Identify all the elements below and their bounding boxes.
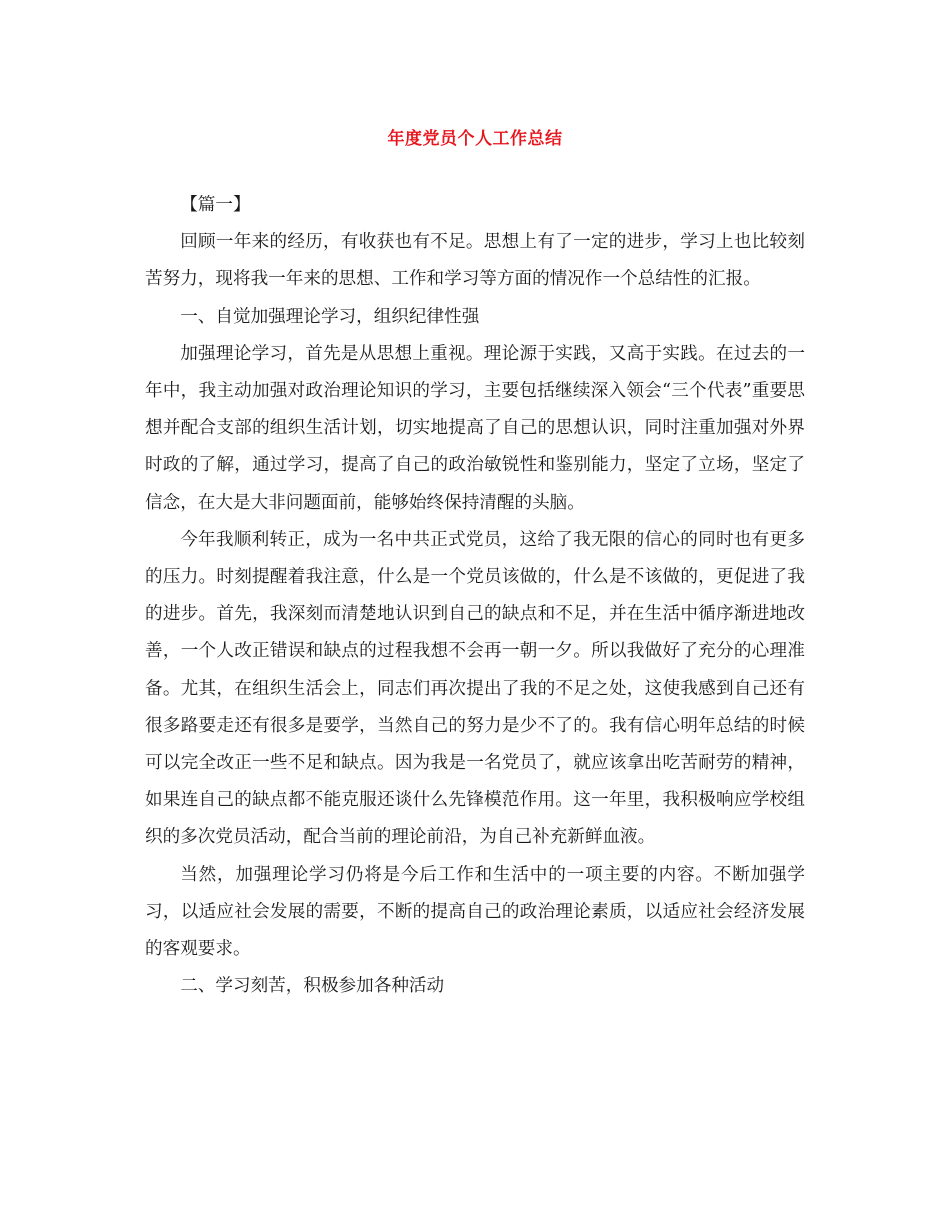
section-heading-1: 一、自觉加强理论学习，组织纪律性强 [180, 306, 480, 327]
document-title: 年度党员个人工作总结 [387, 129, 563, 149]
section-heading-2: 二、学习刻苦，积极参加各种活动 [180, 976, 445, 997]
section-label: 【篇一】 [180, 195, 251, 215]
document-body [145, 187, 805, 1005]
body-paragraph: 今年我顺利转正，成为一名中共正式党员，这给了我无限的信心的同时也有更多的压力。时刻提醒着我注意，什么是一个党员该做的，什么是不该做的，更促进了我的进步。首先，我深刻而清楚地认识到自己的缺点和不足，并在生活中循序渐进地改善，一个人改正错误和缺点的过程我想不会再一朝一夕。所以我做好了充分的心理准备。尤其，在组织生活会上，同志们再次提出了我的不足之处，这使我感到自己还有很多路要走还有很多是要学，当然自己的努力是少不了的。我有信心明年总结的时候可以完全改正一些不足和缺点。因为我是一名党员了，就应该拿出吃苦耐劳的精神，如果连自己的缺点都不能克服还谈什么先锋模范作用。这一年里，我积极响应学校组织的多次党员活动，配合当前的理论前沿，为自己补充新鲜血液。 [145, 529, 805, 848]
body-paragraph: 加强理论学习，首先是从思想上重视。理论源于实践，又高于实践。在过去的一年中，我主动加强对政治理论知识的学习，主要包括继续深入领会“三个代表”重要思想并配合支部的组织生活计划，切实地提高了自己的思想认识，同时注重加强对外界时政的了解，通过学习，提高了自己的政治敏锐性和鉴别能力，坚定了立场，坚定了信念，在大是大非问题面前，能够始终保持清醒的头脑。 [145, 343, 805, 513]
intro-paragraph: 回顾一年来的经历，有收获也有不足。思想上有了一定的进步，学习上也比较刻苦努力，现将我一年来的思想、工作和学习等方面的情况作一个总结性的汇报。 [145, 232, 805, 290]
body-paragraph: 当然，加强理论学习仍将是今后工作和生活中的一项主要的内容。不断加强学习，以适应社会发展的需要，不断的提高自己的政治理论素质，以适应社会经济发展的客观要求。 [145, 864, 805, 960]
